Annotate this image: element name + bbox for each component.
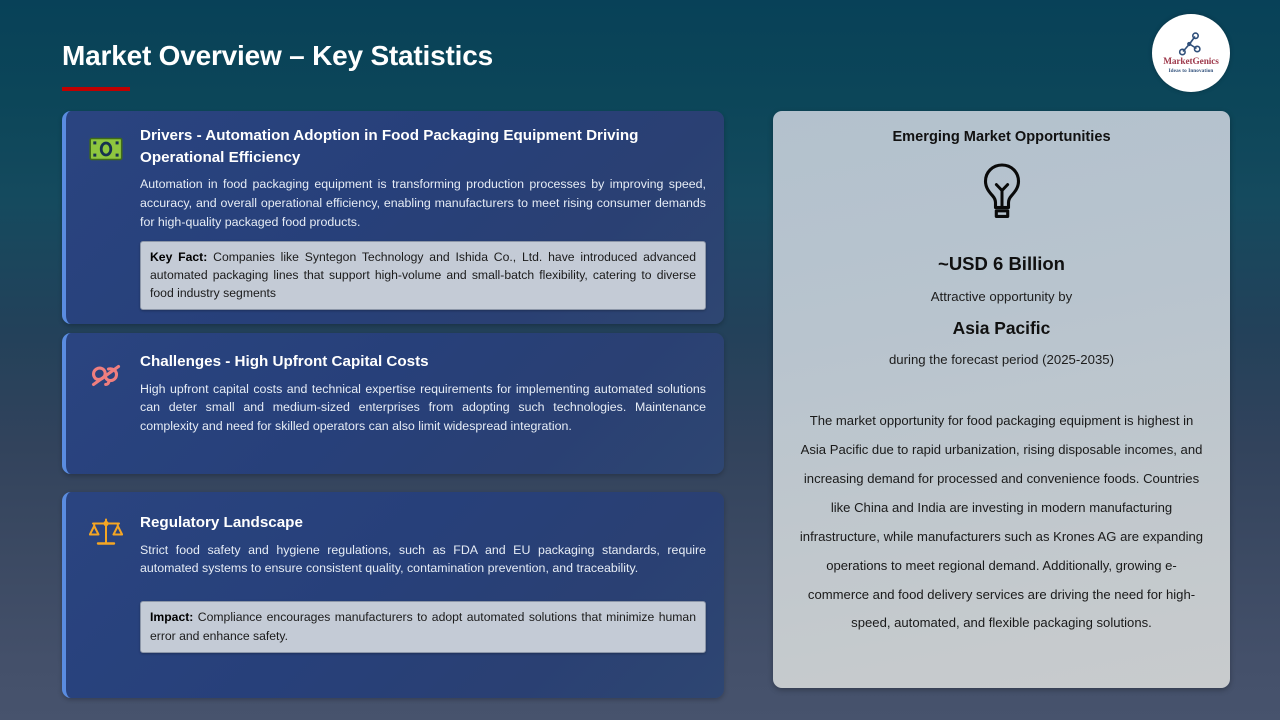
- card-title: Challenges - High Upfront Capital Costs: [140, 353, 429, 371]
- key-fact-text: Companies like Syntegon Technology and Ishida Co., Ltd. have introduced advanced automated packaging lines that support high-volume and small-batch flexibility, catering to diverse food industry segments: [150, 249, 696, 301]
- key-fact-callout: [140, 241, 706, 311]
- opportunity-forecast-period: during the forecast period (2025-2035): [888, 352, 1115, 367]
- money-icon: [88, 131, 124, 167]
- logo-brand-name: MarketGenics: [1163, 57, 1219, 68]
- card-regulatory[interactable]: [62, 492, 724, 698]
- opportunity-heading: Emerging Market Opportunities: [892, 129, 1111, 145]
- lightbulb-icon: [793, 162, 1210, 220]
- emerging-market-opportunities-panel: [773, 111, 1230, 688]
- impact-callout: [140, 601, 706, 653]
- card-drivers[interactable]: [62, 111, 724, 324]
- impact-text: Compliance encourages manufacturers to adopt automated solutions that minimize human error and enhance safety.: [150, 610, 696, 643]
- card-body-text: Strict food safety and hygiene regulations, such as FDA and EU packaging standards, require automated systems to ensure consistent quality, contamination prevention, and traceability.: [140, 542, 706, 576]
- key-statistics-column: [62, 111, 724, 698]
- title-underline-rule: [62, 87, 130, 91]
- impact-label: Impact:: [150, 610, 194, 625]
- opportunity-region: Asia Pacific: [952, 318, 1051, 338]
- company-logo: [1152, 14, 1230, 92]
- card-body-text: Automation in food packaging equipment is transforming production processes by improving speed, accuracy, and overall operational efficiency, enabling manufacturers to meet rising consumer demands for high-quality packaged food products.: [140, 177, 706, 229]
- network-nodes-icon: [1177, 31, 1205, 57]
- card-title: Regulatory Landscape: [140, 514, 303, 532]
- scales-icon: [88, 514, 124, 550]
- card-body-text: High upfront capital costs and technical expertise requirements for implementing automated solutions can deter small and medium-sized enterprises from adopting such technologies. Maintenance complexity and need for skilled operators can also limit widespread integration.: [140, 381, 706, 434]
- logo-tagline: Ideas to Innovation: [1168, 67, 1214, 74]
- broken-link-icon: [88, 358, 124, 394]
- opportunity-description: The market opportunity for food packaging equipment is highest in Asia Pacific due to rapid urbanization, rising disposable incomes, and increasing demand for processed and convenience foods. Countries like China and India are investing in modern manufacturing infrastructure, while manufacturers such as Krones AG are expanding operations to meet regional demand. Additionally, growing e-commerce and food delivery services are driving the need for high-speed, automated, and flexible packaging solutions.: [799, 413, 1204, 631]
- card-title: Drivers - Automation Adoption in Food Packaging Equipment Driving Operational Efficiency: [140, 127, 639, 167]
- opportunity-value: ~USD 6 Billion: [938, 253, 1065, 274]
- opportunity-subtitle: Attractive opportunity by: [930, 289, 1073, 304]
- page-title: Market Overview – Key Statistics: [62, 40, 493, 71]
- key-fact-label: Key Fact:: [150, 249, 208, 264]
- card-challenges[interactable]: [62, 333, 724, 474]
